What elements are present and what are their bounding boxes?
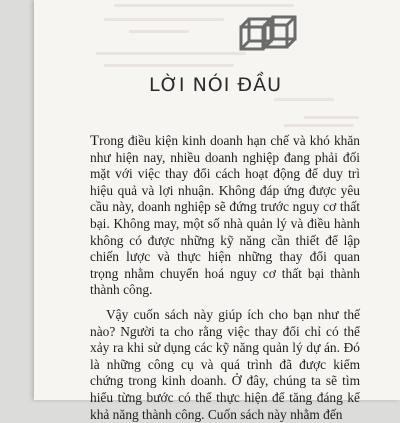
book-page [34, 0, 400, 422]
dropcap: T [90, 133, 100, 149]
page-title: LỜI NÓI ĐẦU [149, 74, 283, 96]
bleed-through-text [34, 0, 400, 130]
paragraph-1 [90, 133, 360, 299]
twin-cube-logo-icon [238, 12, 298, 54]
paragraph-2: Vậy cuốn sách này giúp ích cho bạn như thế nào? Người ta cho rằng việc thay đổi chỉ có thể xảy ra khi sử dụng các kỹ năng quản lý dự án. Đó là những công cụ và quá trình đã được kiểm chứng trong kinh doanh. Ở đây, chúng ta sẽ tìm hiểu từng bước có thể thực hiện để tăng đáng kể khả năng thành công. Cuốn sách này nhằm đến [90, 306, 360, 422]
body-text [90, 133, 360, 423]
paragraph-1-text: rong điều kiện kinh doanh hạn chế và khó khăn như hiện nay, nhiều doanh nghiệp đang phải đối mặt với việc thay đổi cách hoạt động để duy trì hiệu quả và lợi nhuận. Không đáp ứng được yêu cầu này, doanh nghiệp sẽ đứng trước nguy cơ thất bại. Không may, một số nhà quản lý và điều hành không có được những kỹ năng cần thiết để lập chiến lược và thực hiện những thay đổi quan trọng nhằm chuyển hoá nguy cơ thất bại thành thành công. [90, 133, 360, 298]
